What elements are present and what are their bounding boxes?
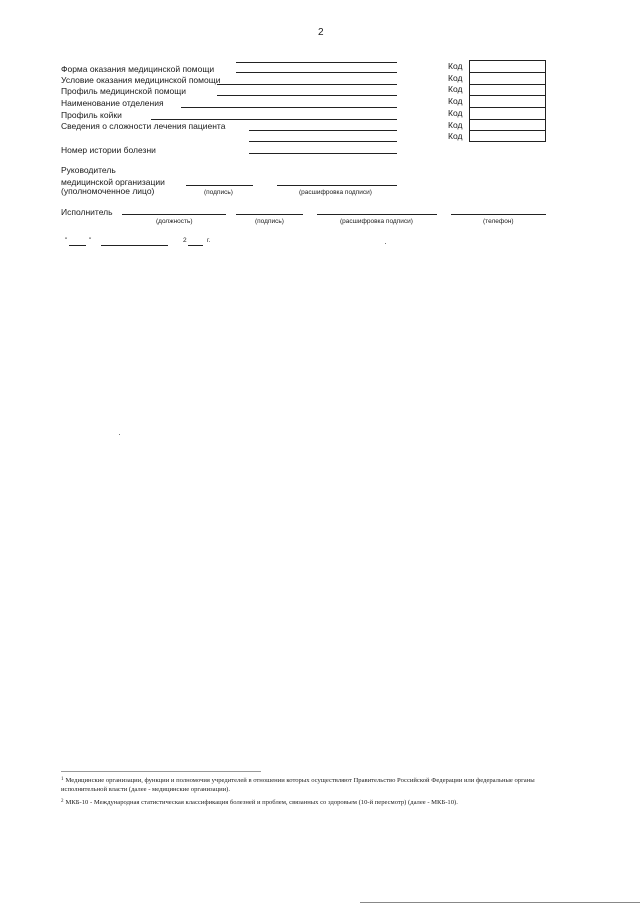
profile-of-care-label: Профиль медицинской помощи xyxy=(61,86,187,96)
executor-signature-caption: (подпись) xyxy=(255,218,284,225)
executor-position-caption: (должность) xyxy=(156,218,193,225)
date-year-suffix: г. xyxy=(207,237,211,244)
footnote-2-mark: 2 xyxy=(61,799,64,804)
condition-of-care-line[interactable] xyxy=(217,84,397,85)
executor-phone-caption: (телефон) xyxy=(483,218,514,225)
date-day-line[interactable] xyxy=(69,245,86,246)
footnote-separator xyxy=(61,771,261,772)
case-history-number-line[interactable] xyxy=(249,153,397,154)
form-of-care-line[interactable] xyxy=(236,72,397,73)
footnote-1-text: Медицинские организации, функции и полномочия учредителей в отношении которых осуществляют Правительство Российской Федерации или федеральные органы исполнительной власти (далее - медицинские организации). xyxy=(61,777,535,793)
footnote-2 xyxy=(61,798,573,807)
code-label-1: Код xyxy=(448,61,463,71)
head-signature-line[interactable] xyxy=(186,185,253,186)
executor-decryption-caption: (расшифровка подписи) xyxy=(340,218,413,225)
code-input-2[interactable] xyxy=(470,72,545,83)
page-number: 2 xyxy=(318,27,324,38)
date-close-quote: " xyxy=(89,237,92,244)
scan-edge-line xyxy=(360,902,640,903)
code-label-3: Код xyxy=(448,84,463,94)
code-label-4: Код xyxy=(448,96,463,106)
executor-decryption-line[interactable] xyxy=(317,214,437,215)
code-label-2: Код xyxy=(448,73,463,83)
code-input-3[interactable] xyxy=(470,84,545,94)
bed-profile-line[interactable] xyxy=(151,119,397,120)
code-input-1[interactable] xyxy=(470,61,545,71)
executor-signature-line[interactable] xyxy=(236,214,303,215)
complexity-info-label: Сведения о сложности лечения пациента xyxy=(61,121,226,131)
date-open-quote: " xyxy=(65,237,68,244)
footnote-1 xyxy=(61,776,573,794)
executor-position-line[interactable] xyxy=(122,214,226,215)
code-input-7[interactable] xyxy=(470,130,545,141)
code-label-7: Код xyxy=(448,131,463,141)
form-of-care-line-top[interactable] xyxy=(236,62,397,63)
head-decryption-caption: (расшифровка подписи) xyxy=(299,189,372,196)
code-input-5[interactable] xyxy=(470,107,545,118)
department-name-line[interactable] xyxy=(181,107,397,108)
head-decryption-line[interactable] xyxy=(277,185,397,186)
form-of-care-label: Форма оказания медицинской помощи xyxy=(61,64,215,74)
executor-phone-line[interactable] xyxy=(451,214,546,215)
condition-of-care-label: Условие оказания медицинской помощи xyxy=(61,75,221,85)
head-label-line2: медицинской организации xyxy=(61,177,165,187)
code-input-4[interactable] xyxy=(470,95,545,106)
scan-speck xyxy=(119,434,120,435)
head-label-line3: (уполномоченное лицо) xyxy=(61,186,155,196)
scan-speck xyxy=(385,243,386,244)
date-month-line[interactable] xyxy=(101,245,168,246)
complexity-info-line-2[interactable] xyxy=(249,141,397,142)
head-signature-caption: (подпись) xyxy=(204,189,233,196)
code-input-6[interactable] xyxy=(470,119,545,129)
code-label-6: Код xyxy=(448,120,463,130)
department-name-label: Наименование отделения xyxy=(61,98,164,108)
case-history-number-label: Номер истории болезни xyxy=(61,145,156,155)
code-label-5: Код xyxy=(448,108,463,118)
date-year-line[interactable] xyxy=(188,245,203,246)
footnote-2-text: МКБ-10 - Международная статистическая классификация болезней и проблем, связанных со здоровьем (10-й пересмотр) (далее - МКБ-10). xyxy=(65,799,458,806)
executor-label: Исполнитель xyxy=(61,207,113,217)
date-year-prefix: 2 xyxy=(183,237,187,244)
complexity-info-line-1[interactable] xyxy=(249,130,397,131)
bed-profile-label: Профиль койки xyxy=(61,110,122,120)
footnote-1-mark: 1 xyxy=(61,777,64,782)
head-label-line1: Руководитель xyxy=(61,165,116,175)
profile-of-care-line[interactable] xyxy=(217,95,397,96)
